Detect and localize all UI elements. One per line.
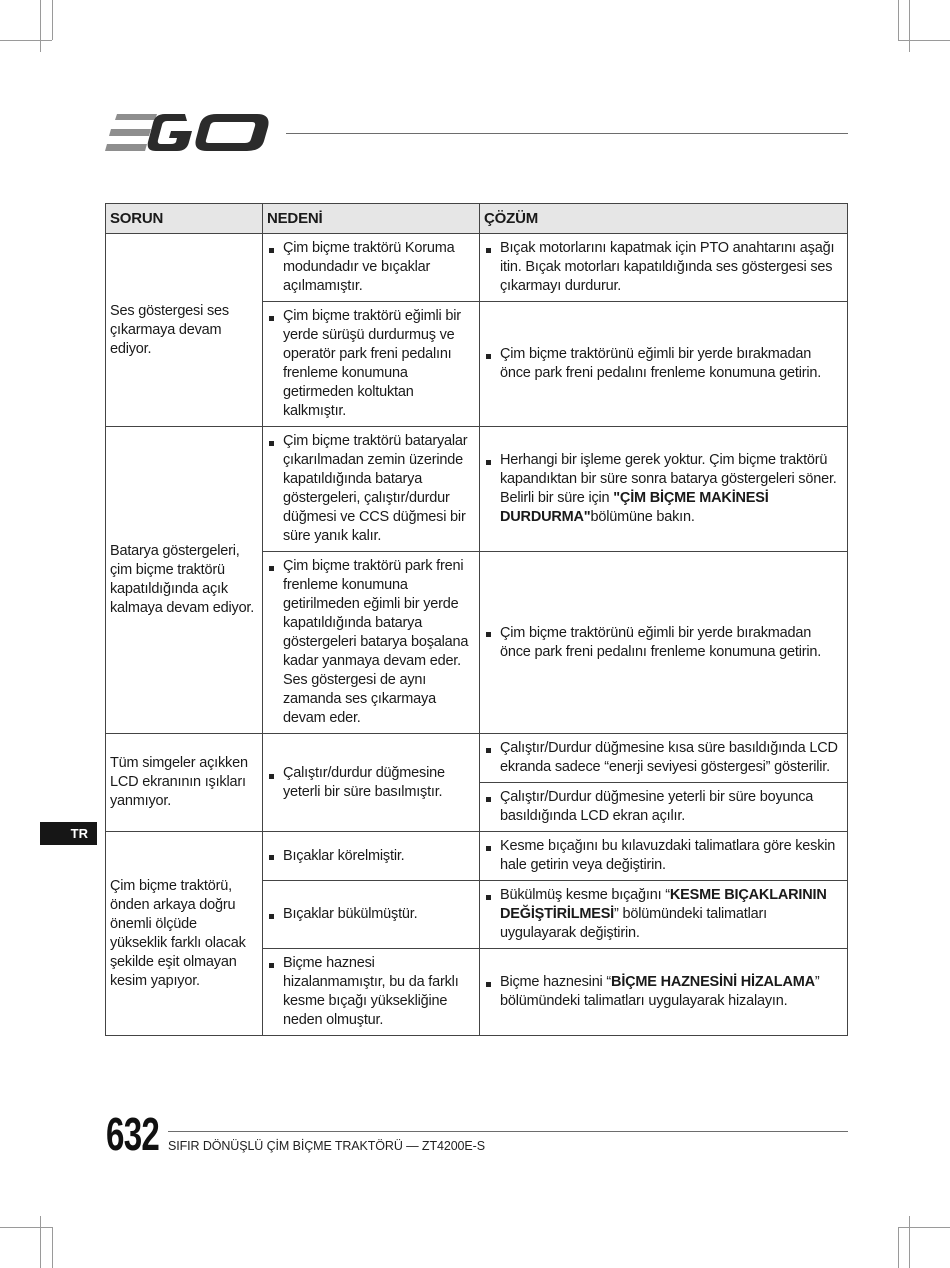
- solution-cell: [480, 949, 848, 1036]
- crop-mark: [909, 0, 910, 52]
- crop-mark: [898, 0, 899, 40]
- solution-text: Kesme bıçağını bu kılavuzdaki talimatlara göre keskin hale getirin veya değiştirin.: [500, 838, 836, 873]
- solution-text: Herhangi bir işleme gerek yoktur. Çim biçme traktörü kapandıktan bir süre sonra batarya göstergeleri söner. Belirli bir süre için: [500, 452, 837, 506]
- cause-cell: [263, 949, 480, 1036]
- footer-rule: [168, 1131, 848, 1132]
- crop-mark: [40, 0, 41, 52]
- solution-text: Çim biçme traktörünü eğimli bir yerde bırakmadan önce park freni pedalını frenleme konumuna getirin.: [500, 624, 822, 660]
- solution-reference: BİÇME HAZNESİNİ HİZALAMA: [611, 974, 815, 990]
- header-problem: SORUN: [106, 204, 263, 234]
- crop-mark: [898, 1227, 899, 1268]
- troubleshooting-table: [105, 203, 848, 1036]
- solution-reference: KESME BIÇAKLARININ DEĞİŞTİRİLMESİ: [500, 887, 827, 922]
- solution-text: Bükülmüş kesme bıçağını “: [500, 887, 670, 903]
- solution-cell: [480, 783, 848, 832]
- cause-text: Çim biçme traktörü Koruma modundadır ve bıçaklar açılmamıştır.: [283, 240, 455, 294]
- bullet-icon: [486, 748, 491, 753]
- solution-text: Biçme haznesini “: [500, 974, 612, 990]
- bullet-icon: [269, 914, 274, 919]
- solution-cell: [480, 302, 848, 427]
- bullet-icon: [486, 354, 491, 359]
- problem-cell: Çim biçme traktörü, önden arkaya doğru önemli ölçüde yükseklik farklı olacak şekilde eşit olmayan kesim yapıyor.: [106, 832, 263, 1036]
- cause-text: Bıçaklar bükülmüştür.: [283, 906, 418, 922]
- bullet-icon: [269, 963, 274, 968]
- bullet-icon: [269, 774, 274, 779]
- cause-cell: [263, 734, 480, 832]
- table-row: [106, 234, 848, 302]
- bullet-icon: [486, 797, 491, 802]
- bullet-icon: [269, 441, 274, 446]
- cause-text: Çim biçme traktörü bataryalar çıkarılmadan zemin üzerinde kapatıldığında batarya göstergeleri, çalıştır/durdur düğmesi ve CCS düğmesi bir süre yanık kalır.: [283, 433, 468, 544]
- language-tab-label: TR: [70, 826, 88, 841]
- table-header-row: [106, 204, 848, 234]
- solution-cell: [480, 832, 848, 881]
- crop-mark: [52, 1227, 53, 1268]
- bullet-icon: [486, 248, 491, 253]
- crop-mark: [898, 1227, 950, 1228]
- bullet-icon: [269, 855, 274, 860]
- crop-mark: [898, 40, 950, 41]
- solution-reference: "ÇİM BİÇME MAKİNESİ DURDURMA": [500, 490, 769, 525]
- cause-text: Çim biçme traktörü eğimli bir yerde sürüşü durdurmuş ve operatör park freni pedalını frenleme konumuna getirmeden koltuktan kalkmıştır.: [283, 308, 461, 419]
- cause-cell: [263, 302, 480, 427]
- cause-cell: [263, 427, 480, 552]
- problem-cell: Batarya göstergeleri, çim biçme traktörü kapatıldığında açık kalmaya devam ediyor.: [106, 427, 263, 734]
- solution-text: Çalıştır/Durdur düğmesine kısa süre basıldığında LCD ekranda sadece “enerji seviyesi göstergesi” gösterilir.: [500, 740, 838, 775]
- language-tab: [40, 822, 97, 845]
- crop-mark: [40, 1216, 41, 1268]
- crop-mark: [0, 40, 52, 41]
- cause-text: Biçme haznesi hizalanmamıştır, bu da farklı kesme bıçağı yüksekliğine neden olmuştur.: [283, 955, 459, 1028]
- solution-cell: [480, 881, 848, 949]
- bullet-icon: [486, 460, 491, 465]
- problem-cell: Tüm simgeler açıkken LCD ekranının ışıkları yanmıyor.: [106, 734, 263, 832]
- solution-cell: [480, 552, 848, 734]
- cause-text: Çim biçme traktörü park freni frenleme konumuna getirilmeden eğimli bir yerde kapatıldığında batarya göstergeleri batarya boşalana kadar yanmaya devam eder. Ses göstergesi de aynı zamanda ses çıkarmaya devam eder.: [283, 558, 469, 726]
- problem-cell: Ses göstergesi ses çıkarmaya devam ediyor.: [106, 234, 263, 427]
- cause-cell: [263, 832, 480, 881]
- bullet-icon: [486, 895, 491, 900]
- solution-text: ” bölümündeki talimatları uygulayarak değiştirin.: [500, 906, 767, 941]
- bullet-icon: [486, 846, 491, 851]
- solution-cell: [480, 427, 848, 552]
- header-cause: NEDENİ: [263, 204, 480, 234]
- solution-text: Çim biçme traktörünü eğimli bir yerde bırakmadan önce park freni pedalını frenleme konumuna getirin.: [500, 346, 822, 381]
- solution-text: Bıçak motorlarını kapatmak için PTO anahtarını aşağı itin. Bıçak motorları kapatıldığında ses göstergesi ses çıkarmayı durdurur.: [500, 240, 835, 294]
- ego-logo: [105, 112, 277, 154]
- crop-mark: [52, 0, 53, 40]
- cause-cell: [263, 234, 480, 302]
- cause-text: Çalıştır/durdur düğmesine yeterli bir süre basılmıştır.: [283, 764, 445, 800]
- bullet-icon: [269, 316, 274, 321]
- page-number: 632: [106, 1108, 160, 1160]
- solution-text: bölümüne bakın.: [590, 509, 695, 525]
- table-row: [106, 734, 848, 783]
- crop-mark: [909, 1216, 910, 1268]
- solution-text: ” bölümündeki talimatları uygulayarak hizalayın.: [500, 974, 820, 1009]
- bullet-icon: [486, 632, 491, 637]
- header-rule: [286, 133, 848, 134]
- crop-mark: [0, 1227, 52, 1228]
- solution-text: Çalıştır/Durdur düğmesine yeterli bir süre boyunca basıldığında LCD ekran açılır.: [500, 789, 814, 824]
- cause-text: Bıçaklar körelmiştir.: [283, 847, 405, 864]
- bullet-icon: [269, 566, 274, 571]
- bullet-icon: [486, 982, 491, 987]
- footer-title: SIFIR DÖNÜŞLÜ ÇİM BİÇME TRAKTÖRÜ — ZT4200E-S: [168, 1139, 485, 1153]
- cause-cell: [263, 881, 480, 949]
- solution-cell: [480, 734, 848, 783]
- bullet-icon: [269, 248, 274, 253]
- header-solution: ÇÖZÜM: [480, 204, 848, 234]
- table-row: [106, 832, 848, 881]
- table-row: [106, 427, 848, 552]
- solution-cell: [480, 234, 848, 302]
- cause-cell: [263, 552, 480, 734]
